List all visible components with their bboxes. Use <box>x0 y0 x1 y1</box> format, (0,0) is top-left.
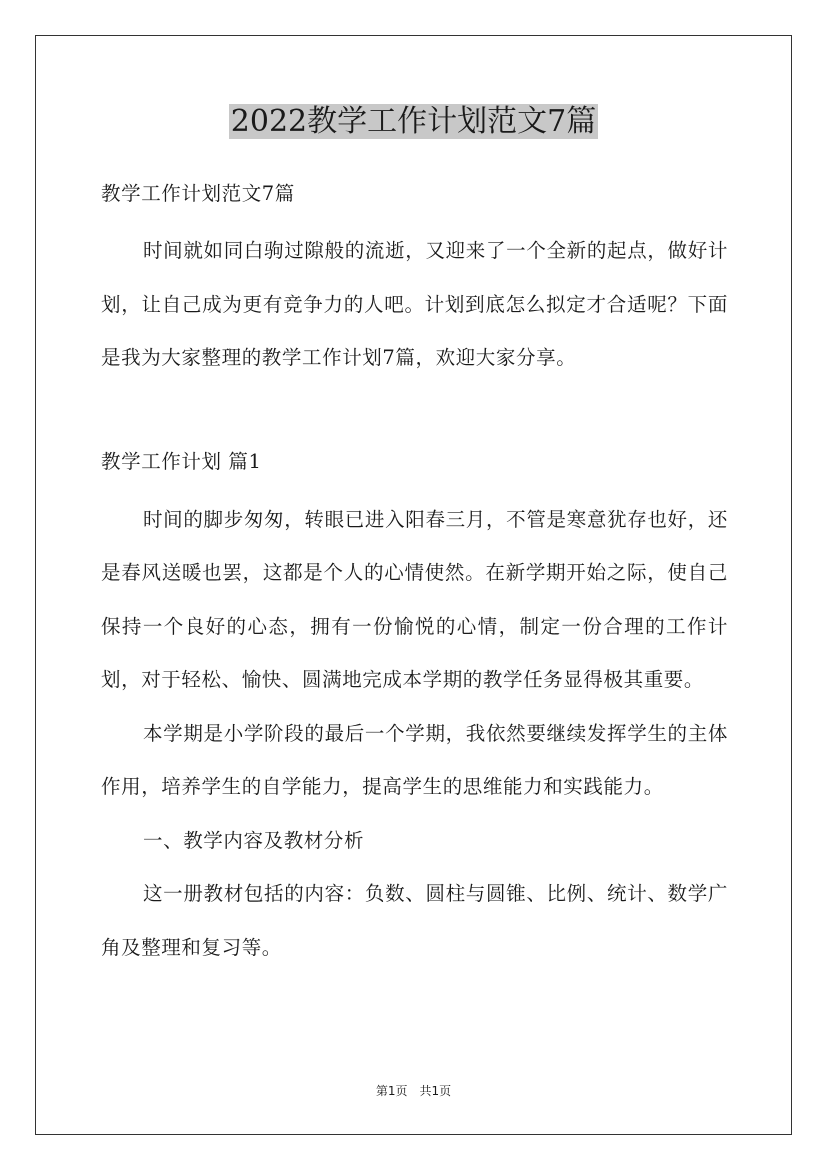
section-heading: 教学工作计划 篇1 <box>101 449 262 473</box>
page-footer: 第1页 共1页 <box>375 1084 452 1098</box>
body-paragraph: 本学期是小学阶段的最后一个学期，我依然要继续发挥学生的主体作用，培养学生的自学能力，提高学生的思维能力和实践能力。 <box>101 721 728 798</box>
body-paragraph: 时间的脚步匆匆，转眼已进入阳春三月，不管是寒意犹存也好，还是春风送暖也罢，这都是个人的心情使然。在新学期开始之际，使自己保持一个良好的心态，拥有一份愉悦的心情，制定一份合理的工作计划，对于轻松、愉快、圆满地完成本学期的教学任务显得极其重要。 <box>101 507 728 691</box>
document-subtitle: 教学工作计划范文7篇 <box>101 182 295 205</box>
body-paragraph: 这一册教材包括的内容：负数、圆柱与圆锥、比例、统计、数学广角及整理和复习等。 <box>101 882 728 959</box>
subsection-heading: 一、教学内容及教材分析 <box>143 828 365 852</box>
document-title <box>0 100 827 144</box>
intro-paragraph: 时间就如同白驹过隙般的流逝，又迎来了一个全新的起点，做好计划，让自己成为更有竞争力的人吧。计划到底怎么拟定才合适呢？下面是我为大家整理的教学工作计划7篇，欢迎大家分享。 <box>101 239 728 369</box>
document-title-text: 2022教学工作计划范文7篇 <box>230 104 597 139</box>
document-body <box>101 174 728 974</box>
